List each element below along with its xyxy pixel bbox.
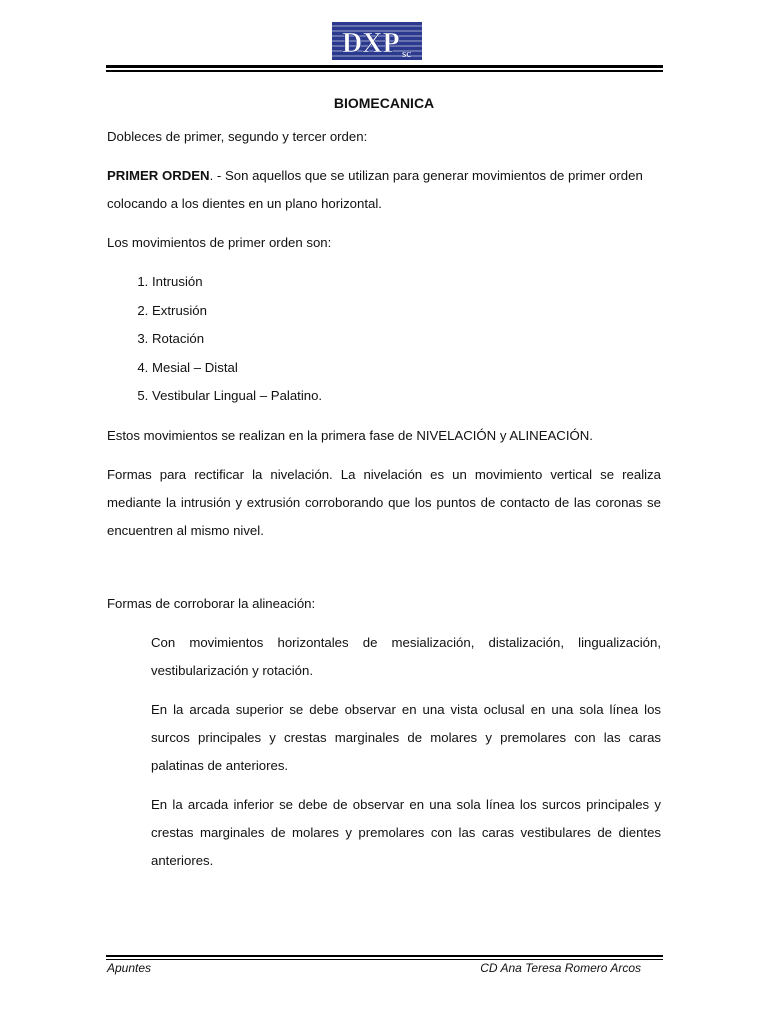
primer-orden-label: PRIMER ORDEN (107, 168, 210, 183)
header-rule (106, 65, 663, 68)
phase-paragraph: Estos movimientos se realizan en la primera fase de NIVELACIÓN y ALINEACIÓN. (107, 427, 593, 443)
list-item: 3. Rotación (152, 325, 661, 354)
list-item: 1. Intrusión (152, 268, 661, 297)
page-title: BIOMECANICA (333, 95, 435, 111)
footer-rule (106, 955, 663, 957)
footer-right: CD Ana Teresa Romero Arcos (480, 961, 641, 975)
spacer (107, 556, 661, 590)
alignment-point: Con movimientos horizontales de mesialización, distalización, lingualización, vestibularización y rotación. (151, 634, 661, 678)
alignment-point: En la arcada superior se debe observar en una vista oclusal en una sola línea los surcos principales y crestas marginales de molares y premolares con las caras palatinas de anteriores. (151, 701, 661, 773)
leveling-paragraph: Formas para rectificar la nivelación. La nivelación es un movimiento vertical se realiza mediante la intrusión y extrusión corroborando que los puntos de contacto de las coronas se encuentren al mismo nivel. (107, 466, 661, 538)
primer-orden-paragraph (107, 162, 661, 218)
logo (332, 22, 422, 60)
intro-paragraph: Dobleces de primer, segundo y tercer orden: (107, 129, 368, 144)
list-item: 4. Mesial – Distal (152, 354, 661, 383)
header-rule-thin (106, 70, 663, 72)
document-body (107, 93, 661, 886)
movements-list (107, 268, 661, 411)
list-item: 2. Extrusión (152, 297, 661, 326)
alignment-heading: Formas de corroborar la alineación: (107, 595, 316, 611)
page-footer (107, 961, 641, 975)
logo-graphic (332, 22, 422, 60)
list-item: 5. Vestibular Lingual – Palatino. (152, 382, 661, 411)
footer-left: Apuntes (107, 961, 152, 975)
primer-orden-text: . - Son aquellos que se utilizan para generar movimientos de primer orden colocando a los dientes en un plano horizontal. (107, 168, 643, 211)
alignment-point: En la arcada inferior se debe de observar en una sola línea los surcos principales y crestas marginales de molares y premolares con las caras vestibulares de dientes anteriores. (151, 796, 661, 868)
footer-rule-thin (106, 959, 663, 960)
svg-text:sc: sc (402, 48, 412, 60)
svg-text:DXP: DXP (342, 28, 400, 59)
list-intro: Los movimientos de primer orden son: (107, 235, 332, 250)
